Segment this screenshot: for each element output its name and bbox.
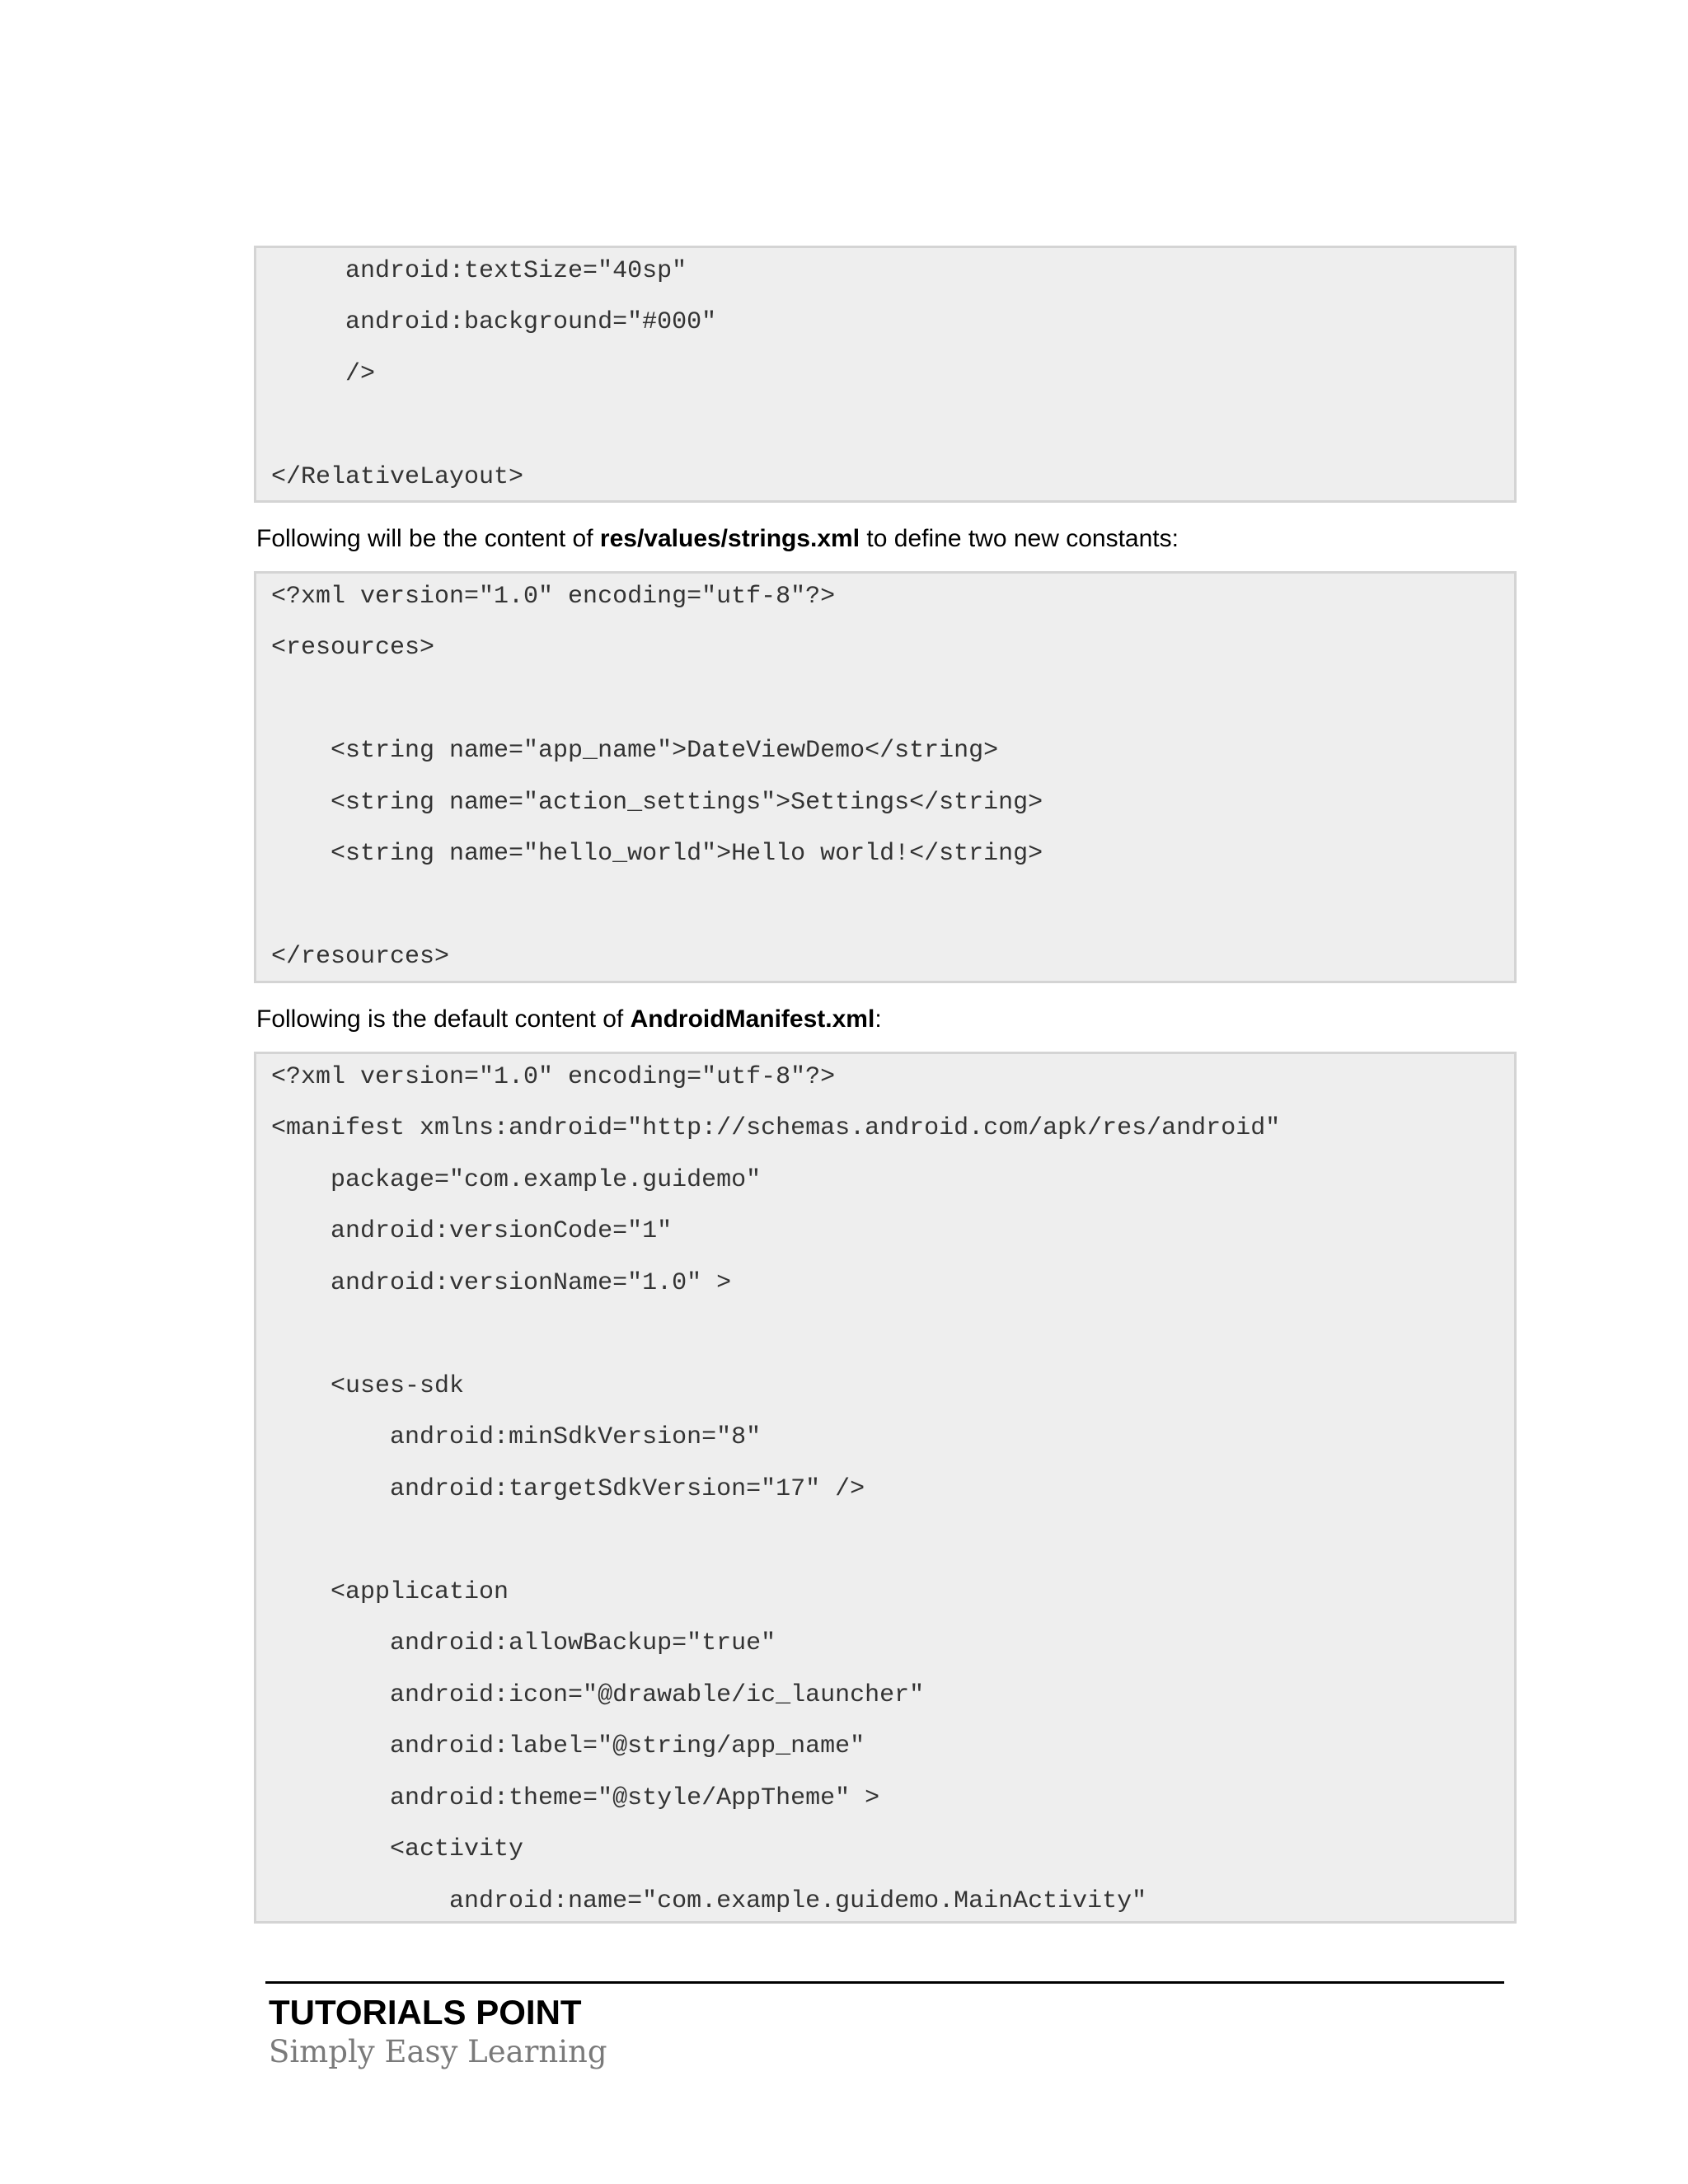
code-line: <string name="hello_world">Hello world!</string>	[271, 840, 1043, 868]
code-line: android:minSdkVersion="8"	[271, 1423, 762, 1451]
code-block-android-manifest	[254, 1052, 1517, 1924]
code-line: android:label="@string/app_name"	[271, 1732, 865, 1760]
code-line: <string name="action_settings">Settings</string>	[271, 789, 1043, 817]
code-line: <resources>	[271, 634, 435, 662]
paragraph-text: Following is the default content of	[256, 1005, 631, 1033]
code-line: android:name="com.example.guidemo.MainActivity"	[271, 1887, 1147, 1915]
code-line: android:textSize="40sp"	[271, 257, 687, 285]
code-line: </RelativeLayout>	[271, 463, 524, 491]
code-line: </resources>	[271, 943, 450, 971]
code-line: <manifest xmlns:android="http://schemas.android.com/apk/res/android"	[271, 1114, 1281, 1142]
code-line: <?xml version="1.0" encoding="utf-8"?>	[271, 1063, 836, 1091]
code-line: <?xml version="1.0" encoding="utf-8"?>	[271, 583, 836, 611]
code-line: android:icon="@drawable/ic_launcher"	[271, 1681, 925, 1709]
file-name-strings-xml: res/values/strings.xml	[599, 525, 860, 552]
code-line: android:theme="@style/AppTheme" >	[271, 1784, 880, 1812]
footer-divider	[265, 1981, 1504, 1984]
paragraph-strings-intro	[256, 523, 1179, 555]
code-line: android:allowBackup="true"	[271, 1629, 776, 1657]
footer-title: TUTORIALS POINT	[269, 1993, 582, 2032]
footer-tagline: Simply Easy Learning	[269, 2034, 607, 2069]
code-line: <application	[271, 1578, 509, 1606]
paragraph-text: :	[874, 1005, 882, 1033]
code-line: android:background="#000"	[271, 308, 717, 336]
file-name-android-manifest: AndroidManifest.xml	[630, 1005, 875, 1033]
code-line: <uses-sdk	[271, 1372, 465, 1400]
paragraph-text: to define two new constants:	[860, 525, 1179, 552]
code-block-relative-layout-end	[254, 246, 1517, 503]
code-line: <string name="app_name">DateViewDemo</string>	[271, 737, 999, 765]
paragraph-text: Following will be the content of	[256, 525, 600, 552]
code-line: />	[271, 360, 376, 388]
code-line: package="com.example.guidemo"	[271, 1166, 762, 1194]
paragraph-manifest-intro	[256, 1003, 882, 1036]
code-line: <activity	[271, 1835, 524, 1863]
code-line: android:versionName="1.0" >	[271, 1269, 732, 1297]
code-line: android:targetSdkVersion="17" />	[271, 1475, 865, 1503]
code-line: android:versionCode="1"	[271, 1217, 673, 1245]
code-block-strings-xml	[254, 571, 1517, 983]
